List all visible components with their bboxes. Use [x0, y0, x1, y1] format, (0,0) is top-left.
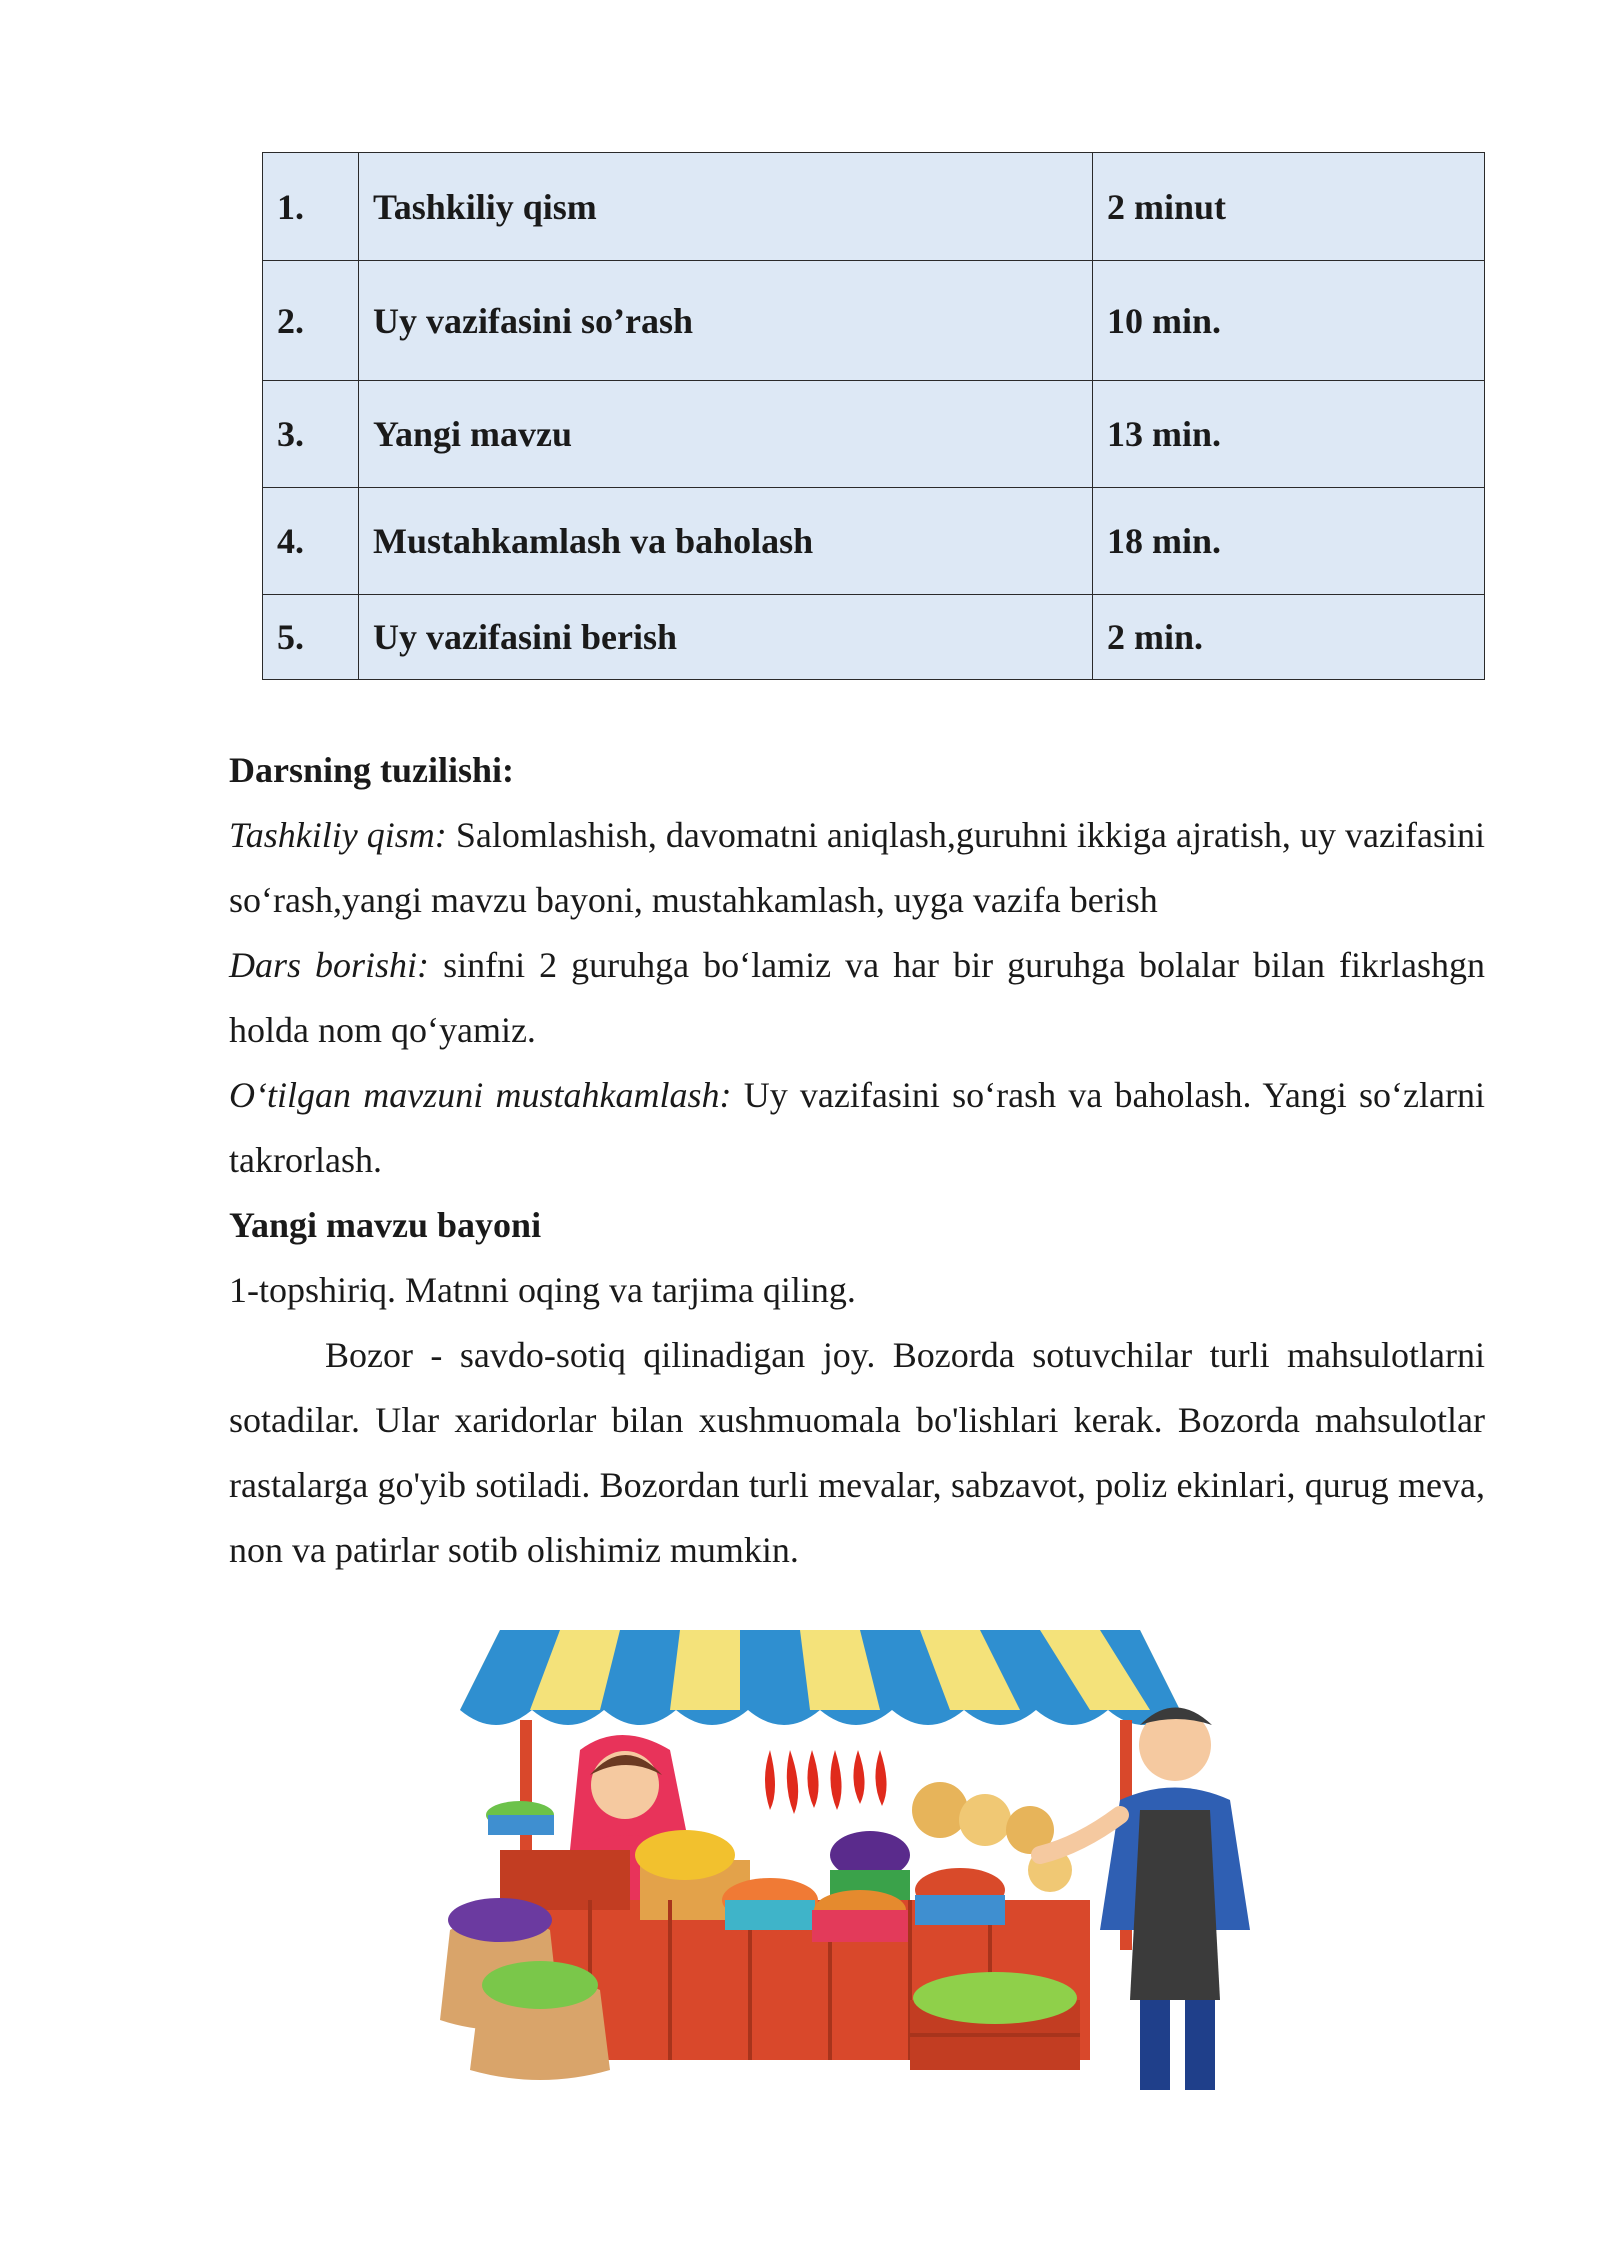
row-number: 1.: [263, 153, 359, 261]
stage-time: 13 min.: [1093, 381, 1485, 488]
stage-name: Tashkiliy qism: [359, 153, 1093, 261]
lesson-flow-paragraph: [229, 933, 1485, 1063]
row-number: 4.: [263, 488, 359, 595]
structure-heading: Darsning tuzilishi:: [229, 750, 515, 790]
lesson-flow-text: sinfni 2 guruhga bo‘lamiz va har bir guruhga bolalar bilan fikrlashgn holda nom qo‘yamiz.: [229, 945, 1485, 1050]
bazaar-paragraph: Bozor - savdo-sotiq qilinadigan joy. Bozorda sotuvchilar turli mahsulotlarni sotadilar. Ular xaridorlar bilan xushmuomala bo'lishlari kerak. Bozorda mahsulotlar rastalarga go'yib sotiladi. Bozordan turli mevalar, sabzavot, poliz ekinlari, qurug meva, non va patirlar sotib olishimiz mumkin.: [229, 1335, 1485, 1570]
stage-time: 18 min.: [1093, 488, 1485, 595]
row-number: 2.: [263, 261, 359, 381]
row-number: 3.: [263, 381, 359, 488]
table-row: [263, 488, 1485, 595]
lesson-text: [229, 738, 1485, 1583]
stage-time: 2 minut: [1093, 153, 1485, 261]
organizational-paragraph: [229, 803, 1485, 933]
chili-peppers: [765, 1750, 887, 1814]
review-paragraph: [229, 1063, 1485, 1193]
stage-name: Uy vazifasini berish: [359, 595, 1093, 680]
table-row: [263, 261, 1485, 381]
new-topic-heading: Yangi mavzu bayoni: [229, 1205, 542, 1245]
stage-time: 2 min.: [1093, 595, 1485, 680]
table-row: [263, 153, 1485, 261]
review-label: O‘tilgan mavzuni mustahkamlash:: [229, 1075, 732, 1115]
stage-name: Yangi mavzu: [359, 381, 1093, 488]
stage-name: Mustahkamlash va baholash: [359, 488, 1093, 595]
table-row: [263, 595, 1485, 680]
stage-name: Uy vazifasini so’rash: [359, 261, 1093, 381]
apple-crate: [910, 1972, 1080, 2070]
task-instruction: 1-topshiriq. Matnni oqing va tarjima qiling.: [229, 1270, 856, 1310]
row-number: 5.: [263, 595, 359, 680]
stage-time: 10 min.: [1093, 261, 1485, 381]
organizational-label: Tashkiliy qism:: [229, 815, 447, 855]
lesson-flow-label: Dars borishi:: [229, 945, 430, 985]
review-text: Uy vazifasini so‘rash va baholash. Yangi so‘zlarni takrorlash.: [229, 1075, 1485, 1180]
organizational-text: Salomlashish, davomatni aniqlash,guruhni ikkiga ajratish, uy vazifasini so‘rash,yangi mavzu bayoni, mustahkamlash, uyga vazifa berish: [229, 815, 1485, 920]
table-row: [263, 381, 1485, 488]
lesson-plan-table: [262, 152, 1485, 680]
market-stall-illustration: [440, 1600, 1290, 2100]
awning: [460, 1630, 1180, 1725]
